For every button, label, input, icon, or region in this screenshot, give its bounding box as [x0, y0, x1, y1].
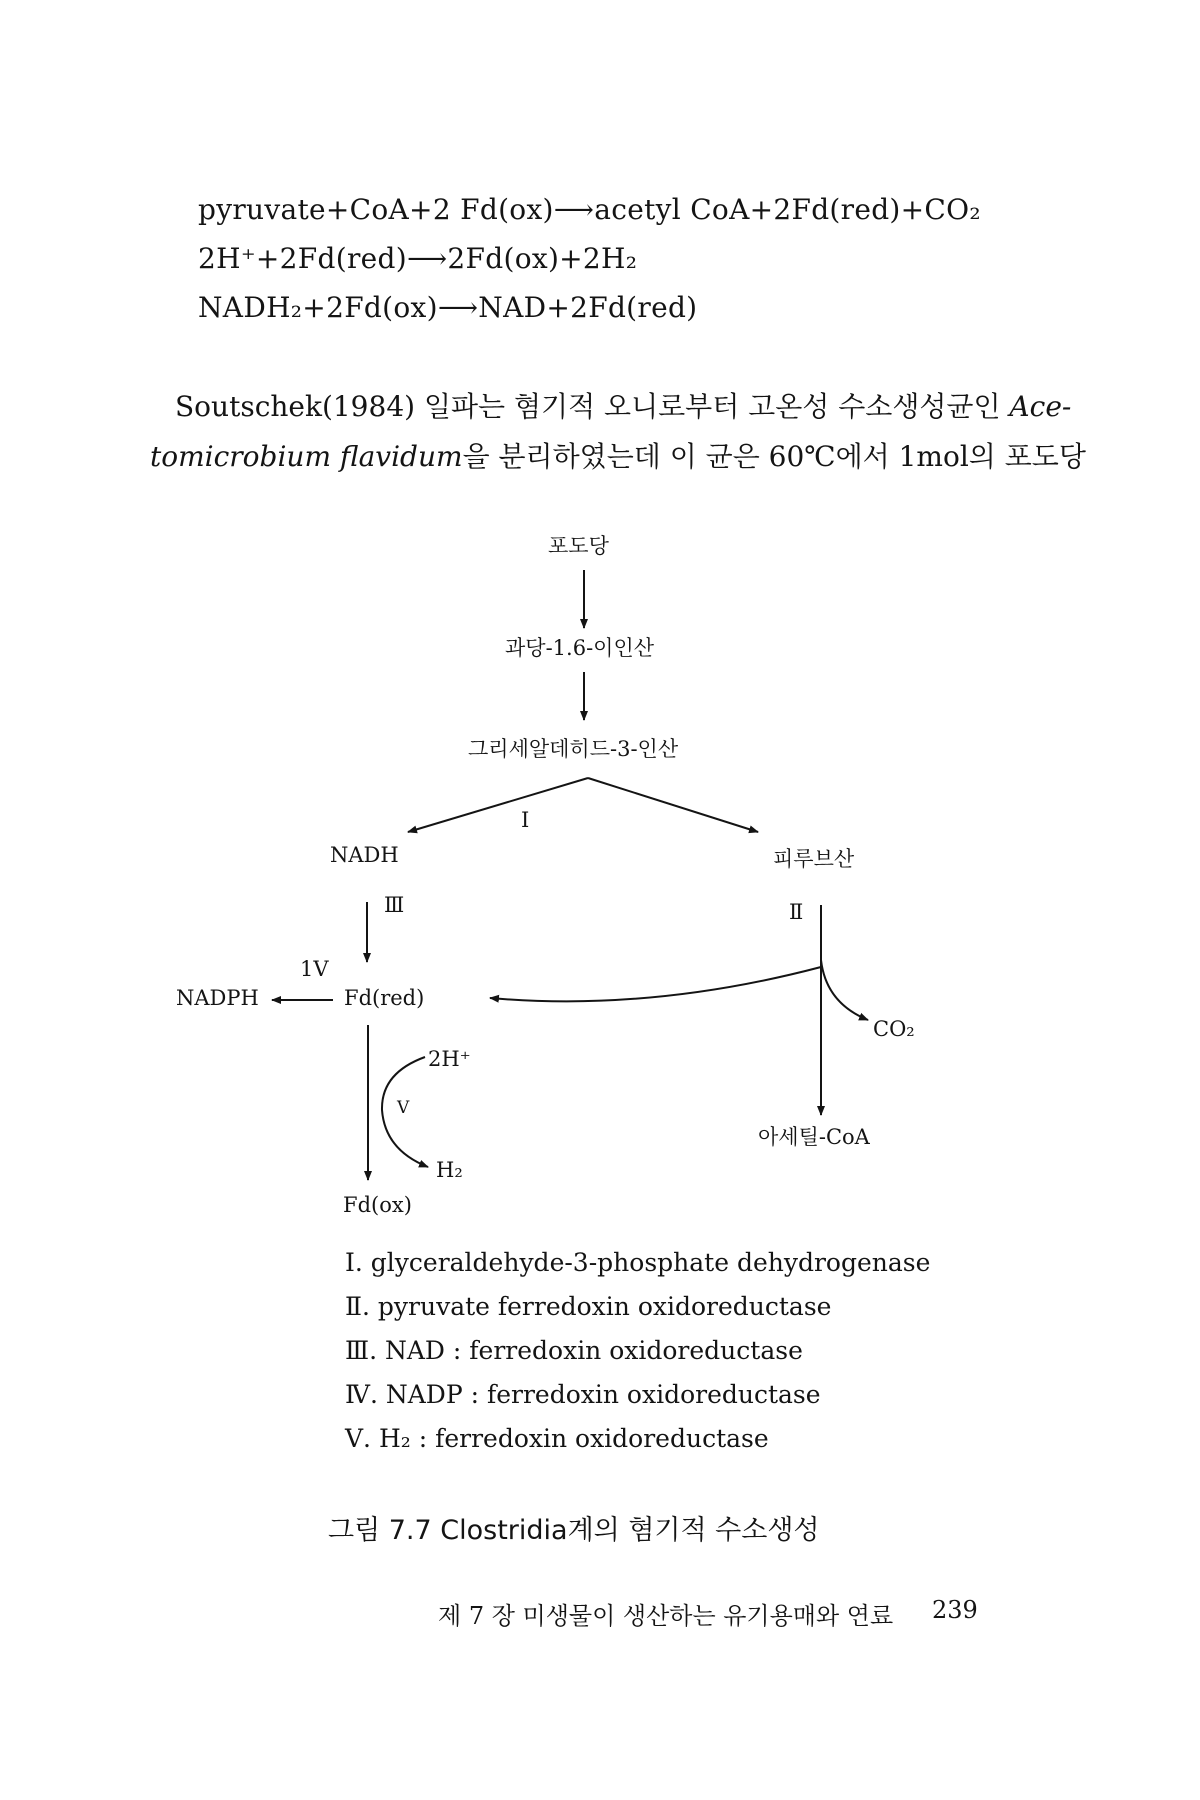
paragraph-text-1: Soutschek(1984) 일파는 혐기적 오니로부터 고온성 수소생성균인 [175, 390, 1010, 423]
step-label-i: I [521, 808, 530, 832]
paragraph-text-2: 을 분리하였는데 이 균은 60℃에서 1mol의 포도당 [462, 440, 1086, 473]
legend-item-i: Ⅰ. glyceraldehyde-3-phosphate dehydrogenase [345, 1248, 931, 1277]
legend-item-ii: Ⅱ. pyruvate ferredoxin oxidoreductase [345, 1292, 832, 1321]
node-fructose-bisphosphate: 과당-1.6-이인산 [505, 636, 655, 660]
node-fd-red: Fd(red) [344, 986, 425, 1010]
node-glyceraldehyde-3-phosphate: 그리세알데히드-3-인산 [468, 737, 679, 761]
equation-3: NADH₂+2Fd(ox)⟶NAD+2Fd(red) [198, 291, 698, 324]
arrow-g3p-nadh [408, 778, 588, 832]
legend-item-v: Ⅴ. H₂ : ferredoxin oxidoreductase [345, 1424, 769, 1453]
node-glucose: 포도당 [548, 534, 609, 558]
step-label-iv: 1V [300, 957, 329, 981]
arrow-g3p-pyruvate [588, 778, 758, 832]
node-co2: CO₂ [873, 1017, 915, 1041]
step-label-ii: Ⅱ [789, 900, 804, 924]
equation-1: pyruvate+CoA+2 Fd(ox)⟶acetyl CoA+2Fd(red)+CO₂ [198, 193, 981, 226]
legend-item-iv: Ⅳ. NADP : ferredoxin oxidoreductase [345, 1380, 821, 1409]
figure-caption: 그림 7.7 Clostridia계의 혐기적 수소생성 [328, 1515, 820, 1546]
node-nadph: NADPH [176, 986, 259, 1010]
paragraph-genus-start: Ace- [1009, 390, 1072, 423]
node-pyruvate: 피루브산 [773, 847, 855, 871]
page-number: 239 [932, 1596, 978, 1624]
node-nadh: NADH [330, 843, 399, 867]
equation-2: 2H⁺+2Fd(red)⟶2Fd(ox)+2H₂ [198, 242, 638, 275]
step-label-v: V [397, 1098, 410, 1118]
node-fd-ox: Fd(ox) [343, 1193, 412, 1217]
node-h-plus: 2H⁺ [428, 1047, 471, 1071]
arrow-pyruvate-fdred [490, 967, 821, 1001]
node-acetyl-coa: 아세틸-CoA [758, 1125, 870, 1149]
paragraph-organism-name: tomicrobium flavidum [150, 440, 463, 473]
node-h2: H₂ [436, 1158, 463, 1182]
chapter-title: 제 7 장 미생물이 생산하는 유기용매와 연료 [438, 1602, 894, 1630]
step-label-iii: Ⅲ [384, 893, 405, 917]
legend-item-iii: Ⅲ. NAD : ferredoxin oxidoreductase [345, 1336, 803, 1365]
arrow-pyruvate-co2 [821, 960, 868, 1020]
